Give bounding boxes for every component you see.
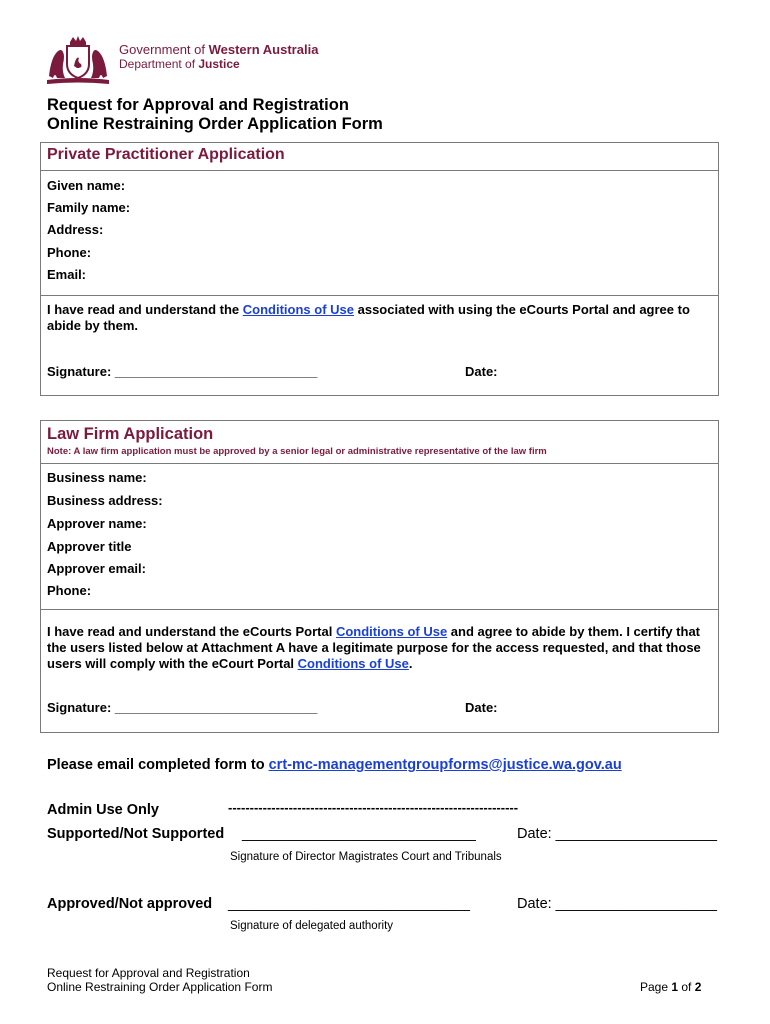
approver-email-field[interactable]: Approver email: (47, 561, 146, 576)
page-number: Page 1 of 2 (640, 980, 702, 994)
phone-field[interactable]: Phone: (47, 245, 92, 260)
supported-caption: Signature of Director Magistrates Court and Tribunals (230, 851, 502, 863)
private-declaration: I have read and understand the Conditions of Use associated with using the eCourts Portal and agree to abide by them. (47, 302, 690, 333)
given-name-field[interactable]: Given name: (47, 178, 126, 193)
admin-divider-dashes: ------------------------------------------------------------------- (228, 800, 519, 815)
department-name: Department of Justice (119, 57, 240, 71)
business-address-field[interactable]: Business address: (47, 493, 163, 508)
private-practitioner-section (40, 142, 719, 396)
submission-email-link[interactable]: crt-mc-managementgroupforms@justice.wa.gov.au (268, 757, 622, 773)
form-title-line2: Online Restraining Order Application Form (47, 115, 383, 133)
wa-government-crest (43, 36, 113, 86)
law-firm-note: Note: A law firm application must be approved by a senior legal or administrative representative of the law firm (47, 446, 547, 457)
approver-title-field[interactable]: Approver title (47, 539, 132, 554)
private-date-field[interactable]: Date: (465, 364, 498, 379)
law-firm-declaration: I have read and understand the eCourts Portal Conditions of Use and agree to abide by them. I certify that the users listed below at Attachment A have a legitimate purpose for the access requested, and that those users will comply with the eCourt Portal Conditions of Use. (47, 624, 701, 671)
private-signature-field[interactable]: Signature: ____________________________ (47, 364, 318, 379)
form-title-line1: Request for Approval and Registration (47, 96, 349, 114)
admin-use-label: Admin Use Only (47, 802, 159, 818)
approved-signature-line[interactable]: ______________________________ (228, 896, 470, 912)
law-firm-signature-field[interactable]: Signature: ____________________________ (47, 700, 318, 715)
private-section-heading: Private Practitioner Application (47, 146, 285, 163)
approved-caption: Signature of delegated authority (230, 920, 394, 932)
conditions-of-use-link[interactable]: Conditions of Use (297, 656, 409, 671)
address-field[interactable]: Address: (47, 222, 104, 237)
email-instruction: Please email completed form to crt-mc-managementgroupforms@justice.wa.gov.au (47, 757, 622, 773)
footer-title-line1: Request for Approval and Registration (47, 966, 250, 980)
supported-signature-line[interactable]: _____________________________ (242, 826, 476, 842)
approved-date-field[interactable]: Date: ____________________ (517, 896, 717, 912)
supported-label: Supported/Not Supported (47, 826, 225, 842)
footer-title-line2: Online Restraining Order Application Form (47, 980, 273, 994)
law-firm-heading: Law Firm Application (47, 425, 214, 443)
law-firm-phone-field[interactable]: Phone: (47, 583, 92, 598)
approver-name-field[interactable]: Approver name: (47, 516, 147, 531)
conditions-of-use-link[interactable]: Conditions of Use (242, 302, 354, 317)
conditions-of-use-link[interactable]: Conditions of Use (335, 624, 448, 639)
family-name-field[interactable]: Family name: (47, 200, 131, 215)
email-field[interactable]: Email: (47, 267, 87, 282)
law-firm-date-field[interactable]: Date: (465, 700, 498, 715)
government-name: Government of Western Australia (119, 42, 319, 57)
law-firm-section (40, 420, 719, 733)
supported-date-field[interactable]: Date: ____________________ (517, 826, 717, 842)
approved-label: Approved/Not approved (47, 896, 213, 912)
business-name-field[interactable]: Business name: (47, 470, 147, 485)
